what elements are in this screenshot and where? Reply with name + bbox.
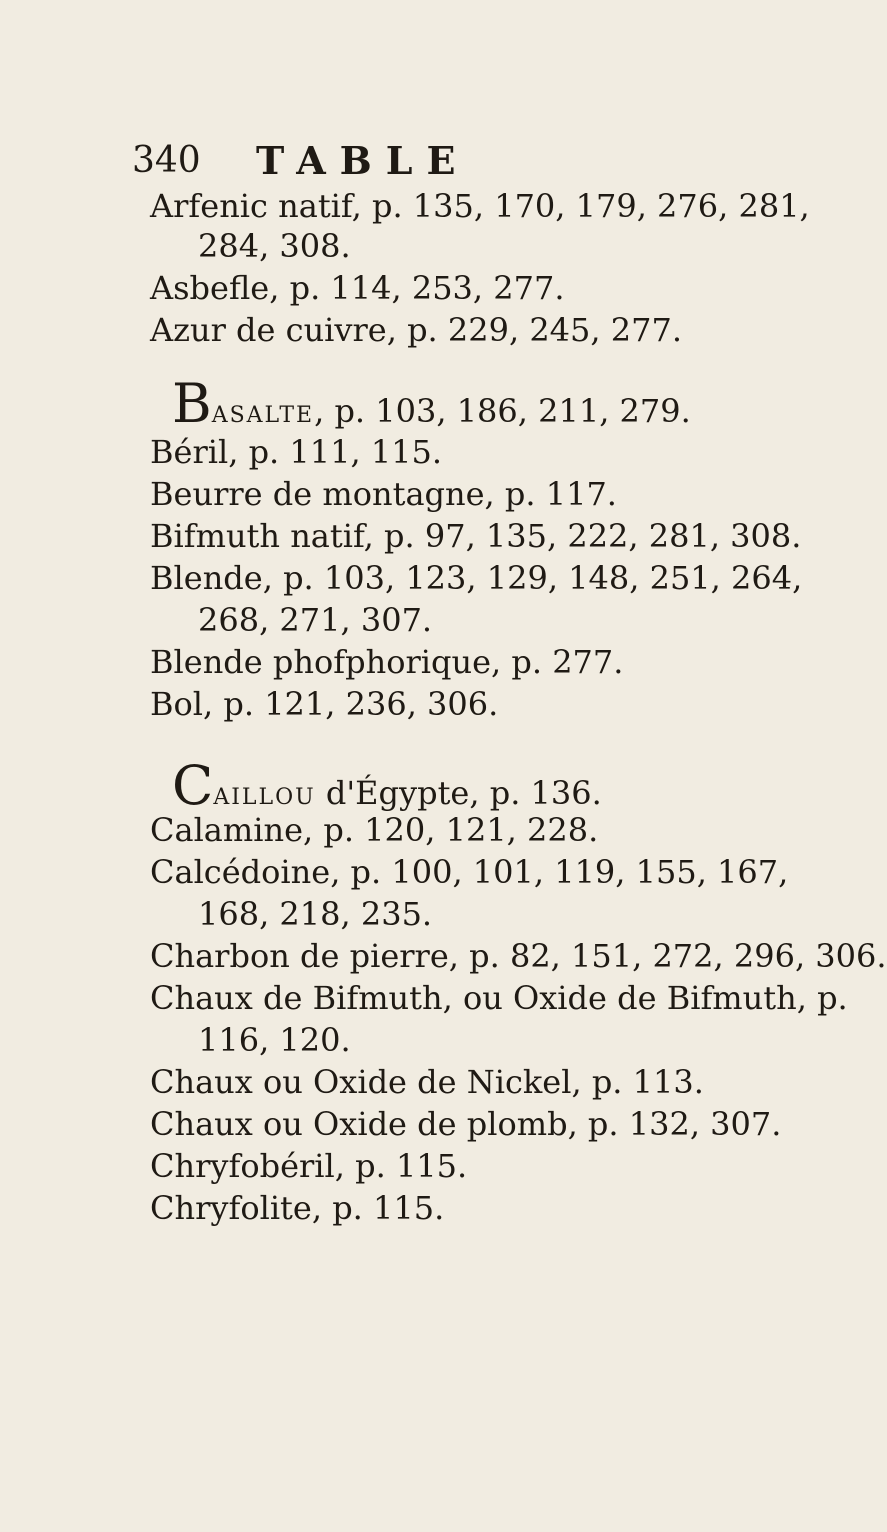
- section-start-entry: [172, 372, 691, 435]
- index-entry: Calcédoine, p. 100, 101, 119, 155, 167,: [150, 853, 789, 891]
- index-entry: Béril, p. 111, 115.: [150, 433, 443, 471]
- index-entry: Blende phofphorique, p. 277.: [150, 643, 624, 681]
- running-title: TABLE: [256, 138, 470, 183]
- index-entry: Chryfolite, p. 115.: [150, 1189, 445, 1227]
- index-entry: Bol, p. 121, 236, 306.: [150, 685, 499, 723]
- drop-capital: C: [172, 754, 214, 817]
- section-start-entry: [172, 754, 602, 817]
- index-entry: Asbefle, p. 114, 253, 277.: [150, 269, 565, 307]
- page-header: [132, 140, 772, 190]
- index-entry-continuation: 116, 120.: [198, 1021, 351, 1059]
- small-caps-word: aillou: [213, 774, 316, 812]
- index-entry: Charbon de pierre, p. 82, 151, 272, 296, 306.: [150, 937, 887, 975]
- index-entry: Calamine, p. 120, 121, 228.: [150, 811, 599, 849]
- index-entry-continuation: 168, 218, 235.: [198, 895, 433, 933]
- index-entry-continuation: 284, 308.: [198, 227, 351, 265]
- index-entry: Chaux ou Oxide de plomb, p. 132, 307.: [150, 1105, 782, 1143]
- index-entry: Azur de cuivre, p. 229, 245, 277.: [150, 311, 682, 349]
- index-entry: Chaux de Bifmuth, ou Oxide de Bifmuth, p.: [150, 979, 848, 1017]
- entry-pages: , p. 103, 186, 211, 279.: [314, 392, 691, 430]
- index-entry: Chaux ou Oxide de Nickel, p. 113.: [150, 1063, 704, 1101]
- index-entry: Bifmuth natif, p. 97, 135, 222, 281, 308.: [150, 517, 802, 555]
- index-entry: Beurre de montagne, p. 117.: [150, 475, 617, 513]
- page-number: 340: [132, 140, 201, 181]
- index-entry: Chryfobéril, p. 115.: [150, 1147, 468, 1185]
- index-entry-continuation: 268, 271, 307.: [198, 601, 433, 639]
- index-entry: Arfenic natif, p. 135, 170, 179, 276, 281,: [150, 187, 810, 225]
- entry-pages: d'Égypte, p. 136.: [315, 774, 602, 812]
- index-entry: Blende, p. 103, 123, 129, 148, 251, 264,: [150, 559, 803, 597]
- small-caps-word: asalte: [211, 392, 315, 430]
- drop-capital: B: [172, 372, 212, 435]
